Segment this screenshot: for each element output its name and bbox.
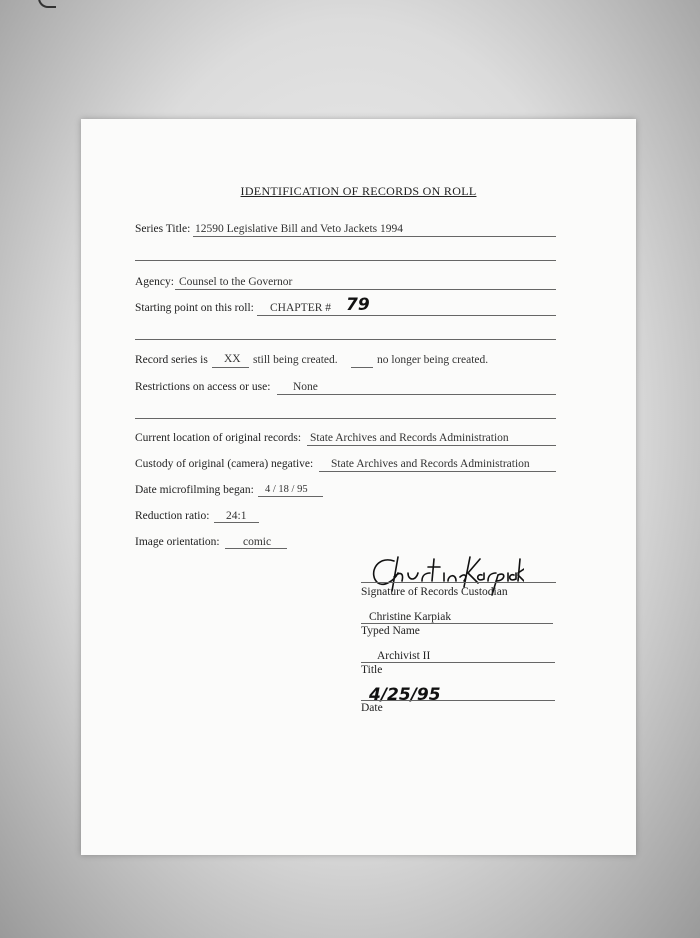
typed-name-value: Christine Karpiak xyxy=(369,611,452,623)
location-value: State Archives and Records Administration xyxy=(310,432,509,444)
date-began-line xyxy=(258,496,323,497)
custody-line xyxy=(319,471,556,472)
restrictions-line xyxy=(277,394,556,395)
title-label: Title xyxy=(361,664,383,676)
typed-name-label: Typed Name xyxy=(361,625,420,637)
restrictions-value: None xyxy=(293,381,318,393)
location-line xyxy=(307,445,556,446)
still-being-created-label: still being created. xyxy=(253,354,338,366)
signature-label: Signature of Records Custodian xyxy=(361,586,508,598)
series-title-line xyxy=(193,236,556,237)
date-began-value: 4 / 18 / 95 xyxy=(265,484,308,495)
no-longer-being-created-label: no longer being created. xyxy=(377,354,489,366)
starting-point-line-2 xyxy=(135,339,556,340)
chapter-number-handwritten: 79 xyxy=(346,295,370,315)
still-being-created-mark: XX xyxy=(224,353,241,365)
reduction-line xyxy=(214,522,259,523)
reduction-value: 24:1 xyxy=(226,510,247,522)
form-title: IDENTIFICATION OF RECORDS ON ROLL xyxy=(240,184,477,198)
restrictions-label: Restrictions on access or use: xyxy=(135,381,271,393)
form-page xyxy=(81,119,636,855)
agency-value: Counsel to the Governor xyxy=(179,276,293,288)
orientation-label: Image orientation: xyxy=(135,536,220,548)
film-corner-mark xyxy=(38,0,56,8)
orientation-line xyxy=(225,548,287,549)
series-title-line-2 xyxy=(135,260,556,261)
agency-label: Agency: xyxy=(135,276,174,288)
starting-point-value: CHAPTER # xyxy=(270,302,332,314)
series-title-value: 12590 Legislative Bill and Veto Jackets 1994 xyxy=(195,223,404,235)
series-title-label: Series Title: xyxy=(135,223,191,235)
date-line xyxy=(361,700,555,701)
starting-point-line xyxy=(257,315,556,316)
location-label: Current location of original records: xyxy=(135,432,302,444)
orientation-value: comic xyxy=(243,536,272,548)
title-value: Archivist II xyxy=(377,650,431,662)
date-began-label: Date microfilming began: xyxy=(135,484,254,496)
record-series-label: Record series is xyxy=(135,354,208,366)
title-line xyxy=(361,662,555,663)
restrictions-line-2 xyxy=(135,418,556,419)
date-label: Date xyxy=(361,702,383,714)
custody-value: State Archives and Records Administration xyxy=(331,458,530,470)
reduction-label: Reduction ratio: xyxy=(135,510,210,522)
date-value-handwritten: 4/25/95 xyxy=(369,685,441,705)
starting-point-label: Starting point on this roll: xyxy=(135,302,254,314)
custody-label: Custody of original (camera) negative: xyxy=(135,458,314,470)
typed-name-line xyxy=(361,623,553,624)
agency-line xyxy=(175,289,556,290)
signature-line xyxy=(361,582,556,583)
still-being-created-line xyxy=(212,367,249,368)
no-longer-line xyxy=(351,367,373,368)
